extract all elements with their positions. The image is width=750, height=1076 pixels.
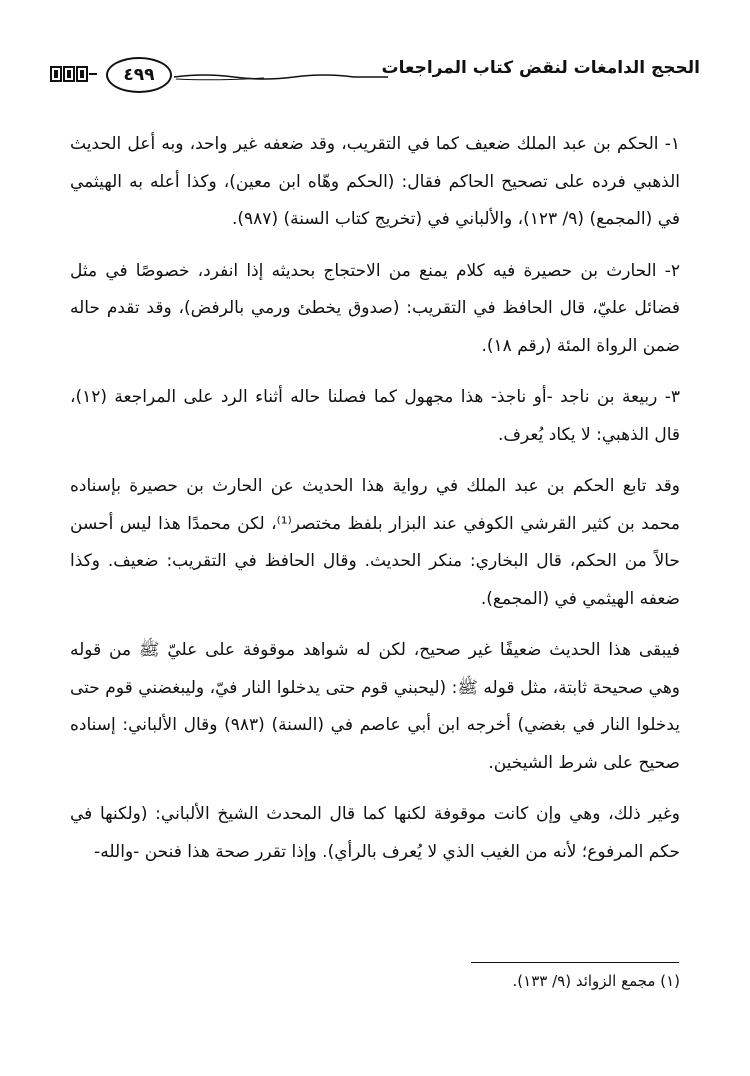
page-body [70, 126, 680, 885]
header-ornament-rule [174, 72, 388, 82]
page-number: ٤٩٩ [123, 65, 155, 85]
footnote: (١) مجمع الزوائد (٩/ ١٣٣). [512, 972, 680, 990]
paragraph-4: وقد تابع الحكم بن عبد الملك في رواية هذا الحديث عن الحارث بن حصيرة بإسناده محمد بن كثير القرشي الكوفي عند البزار بلفظ مختصر⁽¹⁾، لكن محمدًا هذا ليس أحسن حالاً من الحكم، قال البخاري: منكر الحديث. وقال الحافظ في التقريب: ضعيف. وكذا ضعفه الهيثمي في (المجمع). [70, 476, 680, 609]
paragraph-2: ٢- الحارث بن حصيرة فيه كلام يمنع من الاحتجاج بحديثه إذا انفرد، خصوصًا في مثل فضائل عليّ، قال الحافظ في التقريب: (صدوق يخطئ ورمي بالرفض)، وقد تقدم حاله ضمن الرواة المئة (رقم ١٨). [70, 260, 680, 356]
running-header [50, 52, 700, 98]
header-ornament-icon [50, 64, 98, 84]
book-title: الحجج الدامغات لنقض كتاب المراجعات [381, 58, 700, 78]
footnote-divider [471, 962, 679, 963]
paragraph-3: ٣- ربيعة بن ناجد -أو ناجذ- هذا مجهول كما فصلنا حاله أثناء الرد على المراجعة (١٢)، قال الذهبي: لا يكاد يُعرف. [70, 387, 680, 445]
paragraph-6: وغير ذلك، وهي وإن كانت موقوفة لكنها كما قال المحدث الشيخ الألباني: (ولكنها في حكم المرفوع؛ لأنه من الغيب الذي لا يُعرف بالرأي). وإذا تقرر صحة هذا فنحن -والله- [70, 804, 680, 862]
page-number-badge [106, 57, 172, 93]
paragraph-5: فيبقى هذا الحديث ضعيفًا غير صحيح، لكن له شواهد موقوفة على عليّ ﷺ من قوله وهي صحيحة ثابتة، مثل قوله ﷺ: (ليحبني قوم حتى يدخلوا النار فيّ، وليبغضني قوم حتى يدخلوا النار في بغضي) أخرجه ابن أبي عاصم في (السنة) (٩٨٣) وقال الألباني: إسناده صحيح على شرط الشيخين. [70, 640, 680, 773]
paragraph-1: ١- الحكم بن عبد الملك ضعيف كما في التقريب، وقد ضعفه غير واحد، وبه أعل الحديث الذهبي فرده على تصحيح الحاكم فقال: (الحكم وهّاه ابن معين)، وكذا أعله به الهيثمي في (المجمع) (٩/ ١٢٣)، والألباني في (تخريج كتاب السنة) (٩٨٧). [70, 134, 680, 229]
